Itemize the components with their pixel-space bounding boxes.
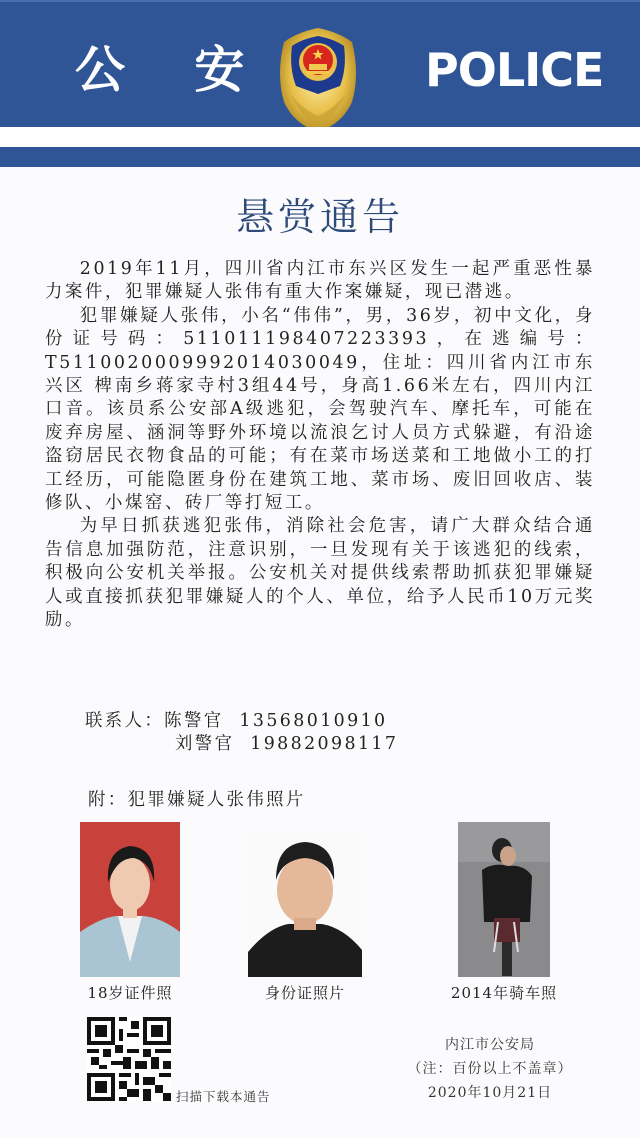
paragraph-incident: 2019年11月，四川省内江市东兴区发生一起严重恶性暴力案件，犯罪嫌疑人张伟有重大作案嫌疑，现已潜逃。 bbox=[45, 259, 595, 303]
suspect-photo-motorcycle bbox=[458, 822, 550, 977]
photo-caption: 2014年骑车照 bbox=[450, 984, 558, 1002]
photo-caption: 身份证照片 bbox=[264, 984, 345, 1002]
suspect-photo-age18 bbox=[80, 822, 180, 977]
banner-white-stripe bbox=[0, 127, 640, 147]
notice-body bbox=[45, 258, 595, 633]
paragraph-reward: 为早日抓获逃犯张伟，消除社会危害，请广大群众结合通告信息加强防范，注意识别，一旦发现有关于该逃犯的线索，积极向公安机关举报。公安机关对提供线索帮助抓获犯罪嫌疑人或直接抓获犯罪嫌疑人的个人、单位，给予人民币10万元奖励。 bbox=[45, 516, 595, 631]
police-emblem-icon bbox=[276, 24, 360, 136]
contact-row bbox=[85, 733, 398, 756]
notice-title: 悬赏通告 bbox=[235, 195, 404, 239]
issuer-name: 内江市公安局 bbox=[445, 1037, 535, 1053]
officer-name: 刘警官 bbox=[175, 734, 235, 755]
suspect-photo-id-card bbox=[248, 832, 362, 977]
qr-code-icon[interactable] bbox=[87, 1017, 171, 1101]
attachment-label: 附：犯罪嫌疑人张伟照片 bbox=[88, 790, 306, 810]
police-banner bbox=[0, 0, 640, 127]
contact-row bbox=[85, 710, 398, 733]
contact-label: 联系人： bbox=[85, 711, 165, 731]
officer-name: 陈警官 bbox=[164, 711, 224, 731]
banner-en-label: POLICE bbox=[425, 43, 604, 97]
officer-phone[interactable]: 13568010910 bbox=[239, 711, 388, 731]
contact-block bbox=[85, 710, 398, 757]
qr-label: 扫描下载本通告 bbox=[176, 1089, 271, 1104]
banner-blue-stripe bbox=[0, 147, 640, 167]
issue-date: 2020年10月21日 bbox=[427, 1085, 553, 1101]
stamp-note: （注：百份以上不盖章） bbox=[407, 1061, 573, 1077]
photo-caption: 18岁证件照 bbox=[87, 984, 173, 1002]
officer-phone[interactable]: 19882098117 bbox=[250, 734, 399, 755]
banner-cn-label: 公 安 bbox=[75, 41, 271, 99]
paragraph-suspect-details: 犯罪嫌疑人张伟，小名“伟伟”，男，36岁，初中文化，身份证号码：511011198407223393，在逃编号：T5110020009992014030049，住址：四川省内江市东兴区 椑南乡蒋家寺村3组44号，身高1.66米左右，四川内江口音。该员系公安部A级逃犯，会驾驶汽车、摩托车，可能在废弃房屋、涵洞等野外环境以流浪乞讨人员方式躲避，有沿途盗窃居民衣物食品的可能；有在菜市场送菜和工地做小工的打工经历，可能隐匿身份在建筑工地、菜市场、废旧回收店、装修队、小煤窑、砖厂等打短工。 bbox=[45, 305, 595, 514]
